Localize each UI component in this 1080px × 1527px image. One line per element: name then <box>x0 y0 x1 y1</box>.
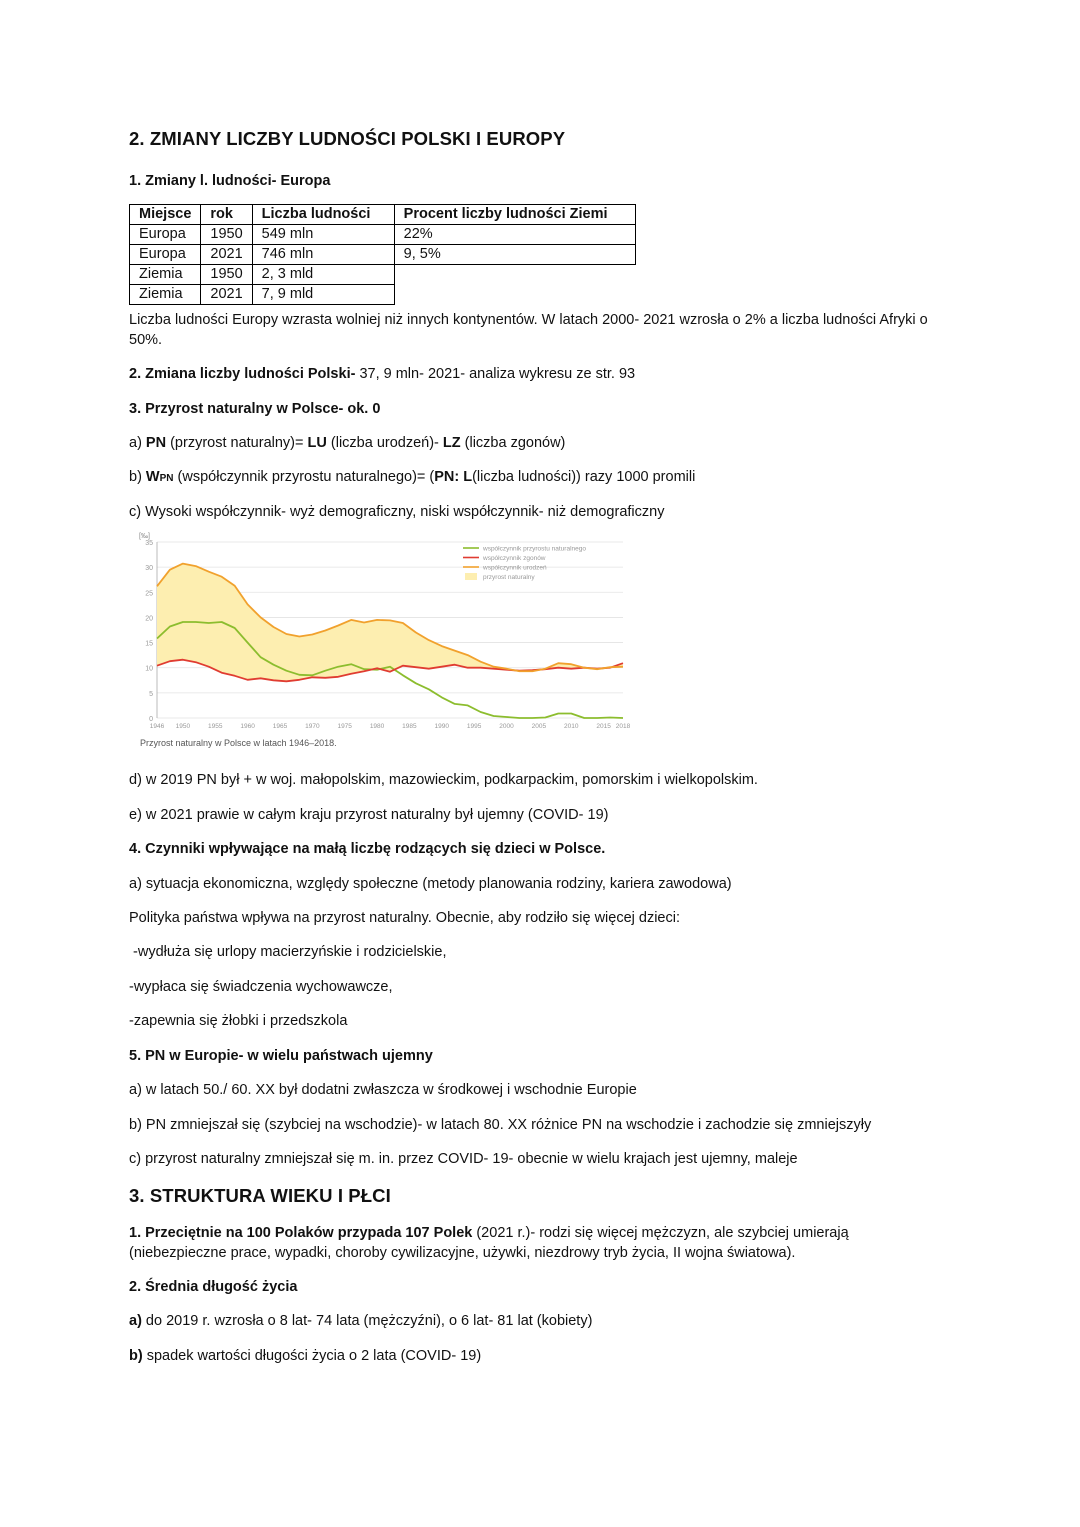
natural-increase-chart <box>135 528 635 753</box>
x-tick-label: 1960 <box>240 723 255 730</box>
x-tick-label: 1975 <box>337 723 352 730</box>
x-tick-label: 1955 <box>208 723 223 730</box>
life-expectancy-b-text: spadek wartości długości życia o 2 lata (COVID- 19) <box>142 1348 482 1364</box>
table-cell: Ziemia <box>130 265 201 285</box>
life-expectancy-a-label: a) <box>129 1313 142 1329</box>
table-cell: 549 mln <box>252 225 394 245</box>
subsection-5-title: 5. PN w Europie- w wielu państwach ujemny <box>129 1048 433 1064</box>
section-3-point-2-title: 2. Średnia długość życia <box>129 1279 298 1295</box>
x-tick-label: 1985 <box>402 723 417 730</box>
formula-a-text: (przyrost naturalny)= <box>166 435 308 451</box>
table-row <box>130 285 636 305</box>
x-tick-label: 2000 <box>499 723 514 730</box>
point-c: c) Wysoki współczynnik- wyż demograficzny, niski współczynnik- niż demograficzny <box>129 504 665 520</box>
x-ticks <box>150 723 631 730</box>
formula-b-w: W <box>145 469 160 485</box>
subsection-5-a: a) w latach 50./ 60. XX był dodatni zwłaszcza w środkowej i wschodnie Europie <box>129 1082 637 1098</box>
chart-legend <box>463 546 586 582</box>
y-ticks <box>145 540 153 723</box>
table-cell: 2, 3 mld <box>252 265 394 285</box>
life-expectancy-b <box>129 1346 481 1366</box>
formula-a-pn: PN <box>145 435 167 451</box>
x-tick-label: 2018 <box>615 723 631 730</box>
formula-a-text: (liczba urodzeń)- <box>326 435 443 451</box>
table-row <box>130 245 636 265</box>
formula-b-text: (współczynnik przyrostu naturalnego)= ( <box>173 469 435 485</box>
subsection-4-a: a) sytuacja ekonomiczna, względy społeczne (metody planowania rodziny, kariera zawodowa) <box>129 876 732 892</box>
formula-b-prefix: b) <box>129 469 146 485</box>
x-tick-label: 1965 <box>272 723 288 730</box>
x-tick-label: 1990 <box>434 723 450 730</box>
chart-svg <box>135 528 635 753</box>
subsection-2 <box>129 364 635 384</box>
life-expectancy-b-label: b) <box>129 1348 143 1364</box>
table-cell: 1950 <box>201 265 252 285</box>
table-header-cell: Liczba ludności <box>252 205 394 225</box>
table-cell: 22% <box>394 225 635 245</box>
table-row <box>130 225 636 245</box>
life-expectancy-a-text: do 2019 r. wzrosła o 8 lat- 74 lata (mężczyźni), o 6 lat- 81 lat (kobiety) <box>141 1313 593 1329</box>
x-tick-label: 1946 <box>149 723 165 730</box>
subsection-3-title: 3. Przyrost naturalny w Polsce- ok. 0 <box>129 401 381 417</box>
table-cell: 746 mln <box>252 245 394 265</box>
formula-a-prefix: a) <box>129 435 146 451</box>
x-tick-label: 2005 <box>531 723 547 730</box>
legend-swatch <box>465 573 477 580</box>
table-cell: 2021 <box>201 285 252 305</box>
x-tick-label: 1950 <box>175 723 191 730</box>
table-empty-cell <box>394 265 635 285</box>
policy-bullet: -zapewnia się żłobki i przedszkola <box>129 1013 348 1029</box>
chart-caption: Przyrost naturalny w Polsce w latach 1946–2018. <box>140 738 337 748</box>
table-cell: Europa <box>130 225 201 245</box>
table-cell: 7, 9 mld <box>252 285 394 305</box>
x-tick-label: 1995 <box>466 723 482 730</box>
y-tick-label: 30 <box>145 565 153 573</box>
section-3-title: 3. STRUKTURA WIEKU I PŁCI <box>129 1185 391 1206</box>
legend-label: współczynnik zgonów <box>483 555 546 562</box>
table-cell: Europa <box>130 245 201 265</box>
section-3-point-1-bold: 1. Przeciętnie na 100 Polaków przypada 107 Polek <box>129 1225 473 1241</box>
formula-a <box>129 433 565 453</box>
subsection-5-b: b) PN zmniejszał się (szybciej na wschodzie)- w latach 80. XX różnice PN na wschodzie i zachodzie się zmniejszyły <box>129 1117 872 1133</box>
y-tick-label: 25 <box>145 590 153 598</box>
y-tick-label: 5 <box>149 690 153 698</box>
x-tick-label: 2015 <box>596 723 611 730</box>
table-row <box>130 265 636 285</box>
formula-a-lz: LZ <box>442 435 461 451</box>
table-cell: 9, 5% <box>394 245 635 265</box>
formula-b-text: (liczba ludności)) razy 1000 promili <box>472 469 696 485</box>
x-tick-label: 1980 <box>369 723 385 730</box>
policy-text: Polityka państwa wpływa na przyrost naturalny. Obecnie, aby rodziło się więcej dzieci: <box>129 910 680 926</box>
life-expectancy-a <box>129 1311 592 1331</box>
y-tick-label: 35 <box>145 540 153 547</box>
population-table <box>129 204 636 305</box>
y-tick-label: 15 <box>145 640 153 648</box>
y-tick-label: 20 <box>145 615 153 623</box>
policy-bullet: -wypłaca się świadczenia wychowawcze, <box>129 979 393 995</box>
legend-label: współczynnik przyrostu naturalnego <box>483 545 586 553</box>
table-cell: 1950 <box>201 225 252 245</box>
europe-note: Liczba ludności Europy wzrasta wolniej niż innych kontynentów. W latach 2000- 2021 wzrosła o 2% a liczba ludności Afryki o 50%. <box>129 312 928 348</box>
table-cell: 2021 <box>201 245 252 265</box>
table-empty-cell <box>394 285 635 305</box>
table-cell: Ziemia <box>130 285 201 305</box>
subsection-2-title: 2. Zmiana liczby ludności Polski- <box>129 366 356 382</box>
subsection-1-title: 1. Zmiany l. ludności- Europa <box>129 173 331 189</box>
formula-a-lu: LU <box>307 435 327 451</box>
point-d: d) w 2019 PN był + w woj. małopolskim, mazowieckim, podkarpackim, pomorskim i wielkopolskim. <box>129 772 758 788</box>
y-tick-label: 0 <box>149 716 153 723</box>
x-tick-label: 1970 <box>305 723 320 730</box>
section-3-point-1 <box>129 1223 929 1263</box>
section-3-point-1-text: (2021 r.)- rodzi się więcej mężczyzn, ale szybciej umierają (niebezpieczne prace, wypadki, choroby cywilizacyjne, używki, niezdrowy tryb życia, II wojna światowa). <box>129 1225 849 1261</box>
y-unit-label: [‰] <box>139 533 150 540</box>
table-header-cell: Procent liczby ludności Ziemi <box>394 205 635 225</box>
formula-b-subscript: PN <box>159 473 174 484</box>
table-header-row <box>130 205 636 225</box>
formula-b <box>129 467 695 489</box>
table-header-cell: rok <box>201 205 252 225</box>
formula-b-bold: PN: L <box>434 469 473 485</box>
legend-label: współczynnik urodzeń <box>483 564 547 572</box>
x-tick-label: 2010 <box>563 723 579 730</box>
subsection-2-text: 37, 9 mln- 2021- analiza wykresu ze str. 93 <box>355 366 636 382</box>
policy-bullet: -wydłuża się urlopy macierzyńskie i rodzicielskie, <box>129 944 447 960</box>
table-header-cell: Miejsce <box>130 205 201 225</box>
point-e: e) w 2021 prawie w całym kraju przyrost naturalny był ujemny (COVID- 19) <box>129 807 609 823</box>
y-tick-label: 10 <box>145 665 153 673</box>
section-2-title: 2. ZMIANY LICZBY LUDNOŚCI POLSKI I EUROPY <box>129 128 566 149</box>
subsection-4-title: 4. Czynniki wpływające na małą liczbę rodzących się dzieci w Polsce. <box>129 841 606 857</box>
legend-label: przyrost naturalny <box>483 574 535 581</box>
subsection-5-c: c) przyrost naturalny zmniejszał się m. in. przez COVID- 19- obecnie w wielu krajach jest ujemny, maleje <box>129 1151 798 1167</box>
formula-a-text: (liczba zgonów) <box>460 435 566 451</box>
